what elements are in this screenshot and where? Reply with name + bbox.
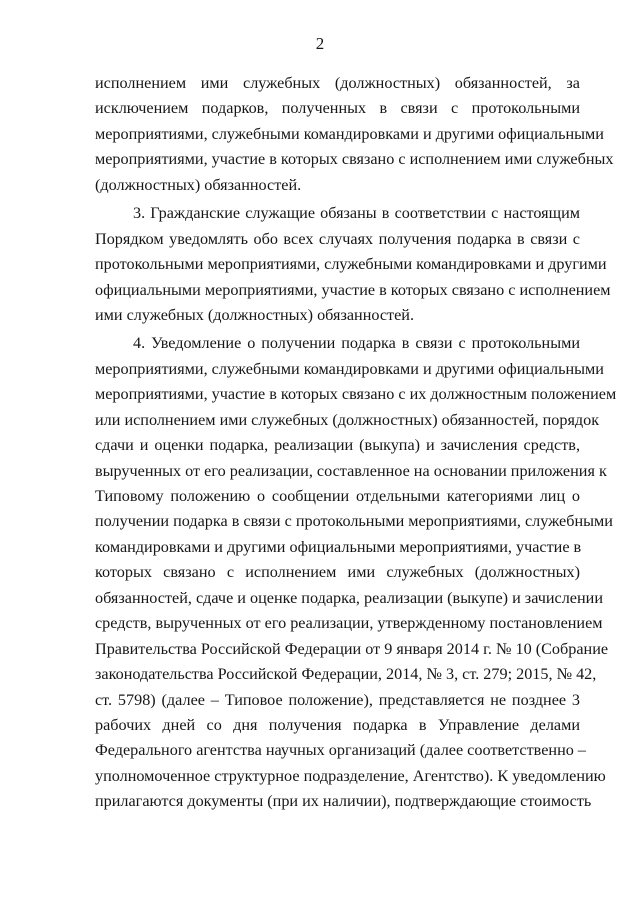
text-line: средств, вырученных от его реализации, утвержденному постановлением [95,614,603,633]
paragraph-item-3 [95,201,611,328]
text-line: мероприятиями, участие в которых связано с исполнением ими служебных [95,150,614,169]
text-line: ими служебных (должностных) обязанностей. [95,305,415,324]
text-line: получении подарка в связи с протокольными мероприятиями, служебными [95,512,613,531]
text-line: 3. Гражданские служащие обязаны в соответствии с настоящим [133,204,580,223]
text-line: мероприятиями, служебными командировками и другими официальными [95,359,604,378]
document-body [95,71,617,815]
paragraph-continuation [95,71,614,198]
text-line: протокольными мероприятиями, служебными командировками и другими [95,255,607,274]
text-line: или исполнением ими служебных (должностных) обязанностей, порядок [95,410,600,429]
paragraph-item-4 [95,331,617,814]
text-line: 4. Уведомление о получении подарка в связи с протокольными [133,334,580,353]
text-line: Федерального агентства научных организаций (далее соответственно – [95,741,586,760]
page-number: 2 [315,34,325,53]
text-line: обязанностей, сдаче и оценке подарка, реализации (выкупе) и зачислении [95,588,603,607]
text-line: которых связано с исполнением ими служебных (должностных) [95,563,580,582]
text-line: законодательства Российской Федерации, 2014, № 3, ст. 279; 2015, № 42, [95,665,597,684]
text-line: вырученных от его реализации, составленное на основании приложения к [95,461,607,480]
text-line: командировками и другими официальными мероприятиями, участие в [95,537,582,556]
text-line: сдачи и оценки подарка, реализации (выкупа) и зачисления средств, [95,436,580,455]
text-line: ст. 5798) (далее – Типовое положение), представляется не позднее 3 [95,690,580,709]
text-line: Типовому положению о сообщении отдельными категориями лиц о [95,487,580,505]
text-line: исполнением ими служебных (должностных) обязанностей, за [95,74,580,92]
text-line: мероприятиями, участие в которых связано с их должностным положением [95,385,617,404]
text-line: официальными мероприятиями, участие в которых связано с исполнением [95,280,611,299]
text-line: Порядком уведомлять обо всех случаях получения подарка в связи с [95,229,580,248]
text-line: мероприятиями, служебными командировками и другими официальными [95,124,604,143]
text-line: исключением подарков, полученных в связи с протокольными [95,99,580,118]
text-line: (должностных) обязанностей. [95,175,302,194]
text-line: Правительства Российской Федерации от 9 января 2014 г. № 10 (Собрание [95,639,609,658]
text-line: прилагаются документы (при их наличии), подтверждающие стоимость [95,792,592,811]
text-line: уполномоченное структурное подразделение, Агентство). К уведомлению [95,766,606,785]
text-line: рабочих дней со дня получения подарка в Управление делами [95,715,580,734]
